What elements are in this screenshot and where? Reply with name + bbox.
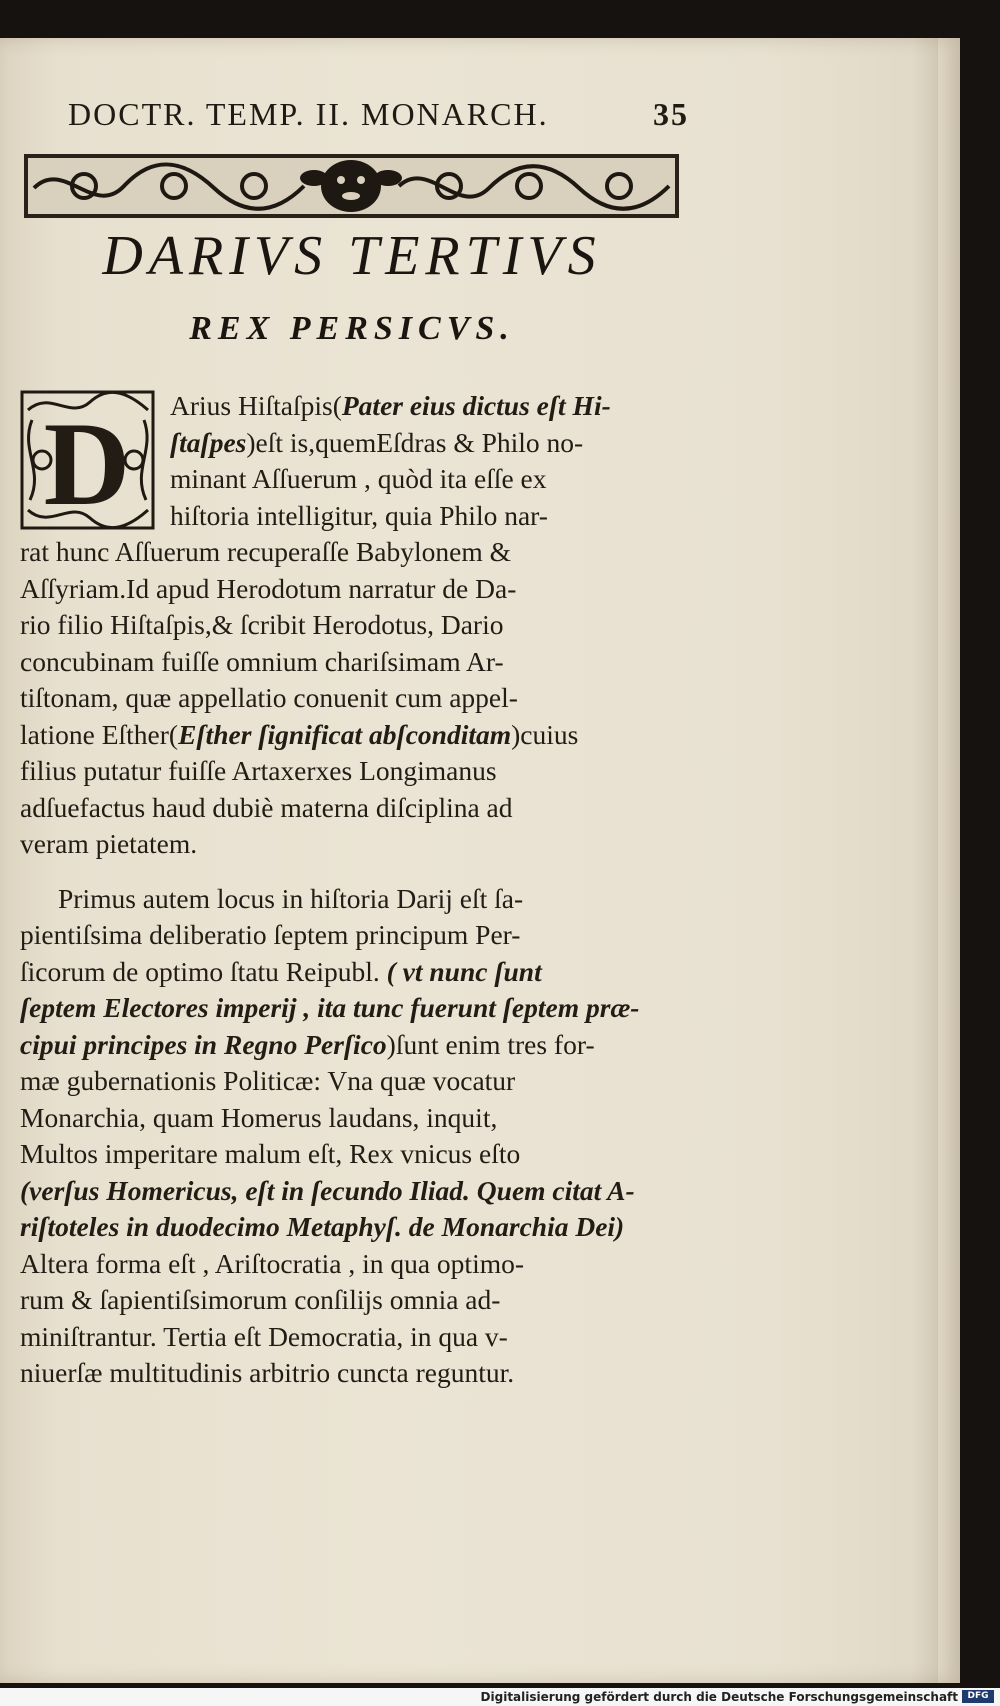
chapter-title: DARIVS TERTIVS [102,225,602,287]
text-line: adſuefactus haud dubiè materna diſciplina ad [20,791,513,823]
text-line: cipui principes in Regno Perſico)ſunt enim tres for- [20,1028,595,1060]
footer-credit: Digitalisierung gefördert durch die Deutsche Forschungsgemeinschaft [480,1690,958,1704]
text-line: niuerſæ multitudinis arbitrio cuncta reguntur. [20,1357,515,1388]
text-line: mæ gubernationis Politicæ: Vna quæ vocatur [20,1065,516,1096]
dfg-logo: DFG [962,1690,994,1703]
text-line: filius putatur fuiſſe Artaxerxes Longimanus [20,755,497,786]
chapter-subtitle: REX PERSICVS. [189,310,515,347]
book-page [0,38,960,1683]
text-line: rio filio Hiſtaſpis,& ſcribit Herodotus, Dario [20,609,504,640]
running-title: DOCTR. TEMP. II. MONARCH. [68,96,549,132]
body-text [20,388,680,1392]
text-line: ſeptem Electores imperij , ita tunc fuerunt ſeptem præ- [20,992,640,1023]
text-line: (verſus Homericus, eſt in ſecundo Iliad. Quem citat A- [20,1174,635,1206]
text-line: miniſtrantur. Tertia eſt Democratia, in qua v- [20,1320,508,1352]
text-line: minant Aſſuerum , quòd ita eſſe ex [170,463,547,494]
text-line: Primus autem locus in hiſtoria Darij eſt ſa- [58,882,524,914]
page-number: 35 [653,96,689,132]
text-line: Multos imperitare malum eſt, Rex vnicus eſto [20,1138,521,1169]
text-line: Aſſyriam.Id apud Herodotum narratur de Da- [20,572,517,604]
text-line: veram pietatem. [20,828,198,859]
running-head [68,96,688,136]
page-edge-shadow [912,38,938,1683]
text-line: rat hunc Aſſuerum recuperaſſe Babylonem & [20,536,512,567]
text-line: pientiſsima deliberatio ſeptem principum Per- [20,919,521,950]
text-line: riſtoteles in duodecimo Metaphyſ. de Monarchia Dei) [20,1211,625,1242]
text-line: ſtaſpes)eſt is,quemEſdras & Philo no- [170,426,584,458]
drop-cap-letter: D [43,397,131,530]
text-line: latione Eſther(Eſther ſignificat abſconditam)cuius [20,718,579,750]
text-line: Altera forma eſt , Ariſtocratia , in qua optimo- [20,1247,525,1279]
text-line: Arius Hiſtaſpis(Pater eius dictus eſt Hi- [170,390,611,421]
text-line: rum & ſapientiſsimorum conſilijs omnia ad- [20,1284,501,1315]
text-line: concubinam fuiſſe omnium chariſsimam Ar- [20,645,504,677]
text-line: ſicorum de optimo ſtatu Reipubl. ( vt nunc ſunt [20,955,542,987]
text-line: Monarchia, quam Homerus laudans, inquit, [20,1101,498,1133]
ornamental-initial [20,390,155,530]
decorative-headpiece [24,148,679,224]
text-line: hiſtoria intelligitur, quia Philo nar- [170,499,548,531]
text-line: tiſtonam, quæ appellatio conuenit cum appel- [20,682,518,713]
